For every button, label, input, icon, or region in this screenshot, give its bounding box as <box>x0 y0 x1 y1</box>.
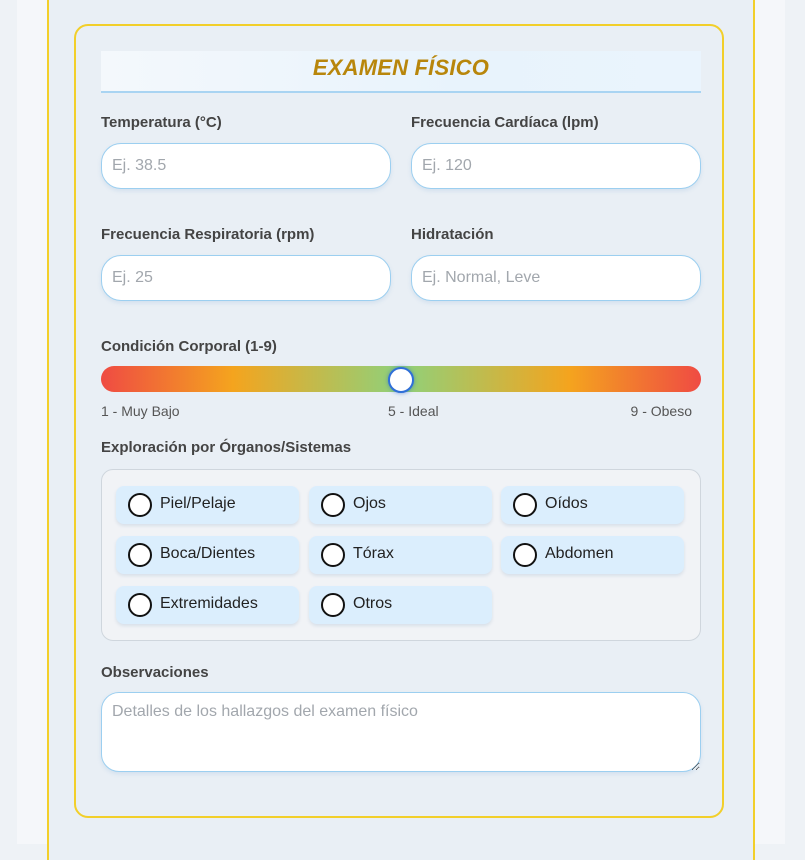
body-condition-slider[interactable] <box>101 366 701 392</box>
section-title: EXAMEN FÍSICO <box>101 51 701 93</box>
radio-circle-icon[interactable] <box>513 493 537 517</box>
organ-option-extremidades[interactable] <box>116 586 299 624</box>
temperature-label: Temperatura (°C) <box>101 114 222 131</box>
scale-min-label: 1 - Muy Bajo <box>101 403 180 419</box>
body-condition-label: Condición Corporal (1-9) <box>101 338 277 355</box>
organs-group <box>101 469 701 641</box>
organ-option-label: Otros <box>353 595 393 612</box>
scale-max-label: 9 - Obeso <box>630 403 692 419</box>
organs-label: Exploración por Órganos/Sistemas <box>101 439 352 456</box>
heart-rate-input[interactable] <box>411 143 701 189</box>
radio-circle-icon[interactable] <box>321 543 345 567</box>
organ-option-oidos[interactable] <box>501 486 684 524</box>
organ-option-label: Extremidades <box>160 595 258 612</box>
observations-textarea[interactable] <box>101 692 701 772</box>
scale-mid-label: 5 - Ideal <box>388 403 439 419</box>
organ-option-boca-dientes[interactable] <box>116 536 299 574</box>
radio-circle-icon[interactable] <box>321 593 345 617</box>
slider-thumb[interactable] <box>388 367 414 393</box>
organ-option-ojos[interactable] <box>309 486 492 524</box>
organ-option-label: Abdomen <box>545 545 614 562</box>
organ-option-label: Ojos <box>353 495 386 512</box>
organ-option-label: Boca/Dientes <box>160 545 256 562</box>
temperature-input[interactable] <box>101 143 391 189</box>
physical-exam-card <box>74 24 724 818</box>
observations-label: Observaciones <box>101 664 209 681</box>
organ-option-torax[interactable] <box>309 536 492 574</box>
radio-circle-icon[interactable] <box>128 493 152 517</box>
organ-option-label: Piel/Pelaje <box>160 495 236 512</box>
radio-circle-icon[interactable] <box>321 493 345 517</box>
organ-option-label: Tórax <box>353 545 394 562</box>
resp-rate-input[interactable] <box>101 255 391 301</box>
hydration-input[interactable] <box>411 255 701 301</box>
radio-circle-icon[interactable] <box>128 593 152 617</box>
hydration-label: Hidratación <box>411 226 494 243</box>
organ-option-piel-pelaje[interactable] <box>116 486 299 524</box>
radio-circle-icon[interactable] <box>513 543 537 567</box>
resp-rate-label: Frecuencia Respiratoria (rpm) <box>101 226 315 243</box>
heart-rate-label: Frecuencia Cardíaca (lpm) <box>411 114 599 131</box>
organ-option-abdomen[interactable] <box>501 536 684 574</box>
organ-option-otros[interactable] <box>309 586 492 624</box>
radio-circle-icon[interactable] <box>128 543 152 567</box>
organ-option-label: Oídos <box>545 495 588 512</box>
